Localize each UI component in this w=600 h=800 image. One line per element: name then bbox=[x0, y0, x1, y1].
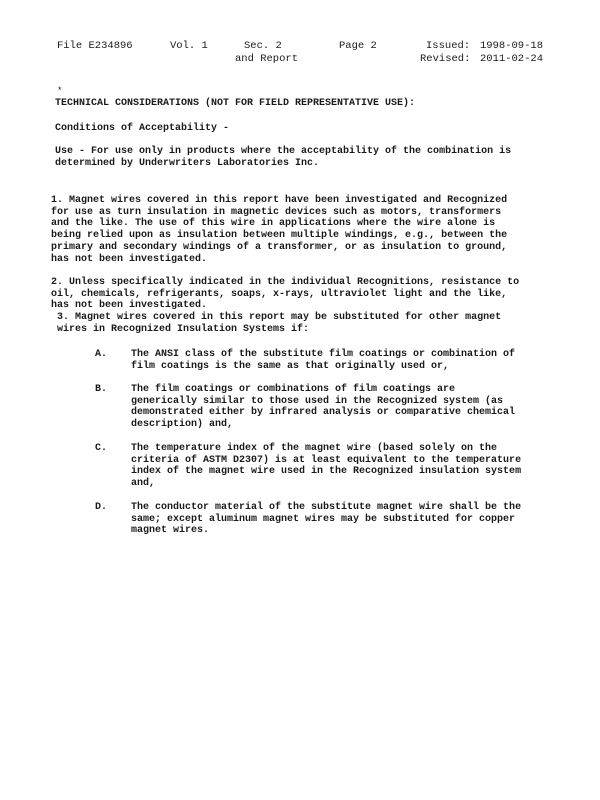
item-b-letter: B. bbox=[95, 384, 108, 395]
conditions-title: Conditions of Acceptability - bbox=[55, 123, 230, 134]
issued-label: Issued: bbox=[426, 40, 471, 52]
paragraph-2: 2. Unless specifically indicated in the individual Recognitions, resistance to oil, chemicals, refrigerants, soaps, x-rays, ultraviolet light and the like, has not been investigated. bbox=[51, 277, 520, 312]
use-statement: Use - For use only in products where the acceptability of the combination is determined by Underwriters Laboratories Inc. bbox=[55, 146, 512, 169]
page-number: Page 2 bbox=[339, 40, 377, 52]
item-b-text: The film coatings or combinations of film coatings are generically similar to those used in the Recognized system (as demonstrated either by infrared analysis or comparative chemical description) and, bbox=[131, 384, 516, 431]
revised-label: Revised: bbox=[420, 53, 471, 65]
section-line2: and Report bbox=[235, 53, 299, 65]
item-d-text: The conductor material of the substitute magnet wire shall be the same; except aluminum magnet wires may be substituted for copper magnet wires. bbox=[131, 502, 522, 537]
issued-date: 1998-09-18 bbox=[480, 40, 544, 52]
file-number: File E234896 bbox=[57, 40, 133, 52]
item-a-letter: A. bbox=[95, 349, 108, 360]
item-a-text: The ANSI class of the substitute film coatings or combination of film coatings is the same as that originally used or, bbox=[131, 349, 516, 372]
section-line1: Sec. 2 bbox=[244, 40, 282, 52]
volume: Vol. 1 bbox=[170, 40, 208, 52]
paragraph-1: 1. Magnet wires covered in this report have been investigated and Recognized for use as turn insulation in magnetic devices such as motors, transformers and the like. The use of this wire in applications where the wire alone is being relied upon as insulation between multiple windings, e.g., between the primary and secondary windings of a transformer, or as insulation to ground, has not been investigated. bbox=[51, 195, 508, 265]
revision-marker: * bbox=[57, 86, 63, 96]
item-c-letter: C. bbox=[95, 443, 108, 454]
item-c-text: The temperature index of the magnet wire (based solely on the criteria of ASTM D2307) is at least equivalent to the temperature index of the magnet wire used in the Recognized insulation system and, bbox=[131, 443, 522, 490]
item-d-letter: D. bbox=[95, 502, 108, 513]
technical-heading: TECHNICAL CONSIDERATIONS (NOT FOR FIELD REPRESENTATIVE USE): bbox=[55, 98, 416, 109]
paragraph-3: 3. Magnet wires covered in this report may be substituted for other magnet wires in Recognized Insulation Systems if: bbox=[57, 312, 502, 335]
revised-date: 2011-02-24 bbox=[480, 53, 544, 65]
